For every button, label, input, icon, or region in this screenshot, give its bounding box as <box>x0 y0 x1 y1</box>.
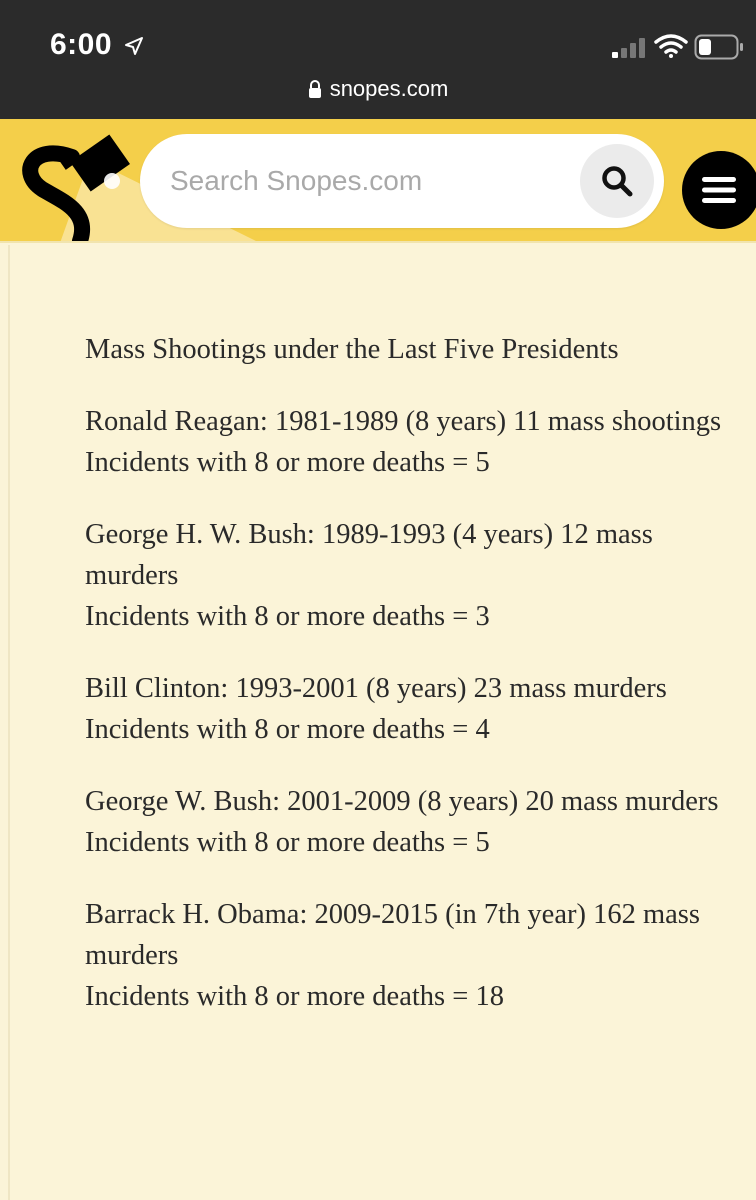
menu-button[interactable] <box>682 151 756 229</box>
list-item <box>85 894 725 1017</box>
list-item <box>85 668 725 750</box>
search-input[interactable] <box>170 160 570 202</box>
search-button[interactable] <box>580 144 654 218</box>
article-content <box>0 245 756 1200</box>
battery-icon <box>694 33 744 61</box>
wifi-icon <box>654 34 688 58</box>
lock-icon <box>308 80 322 98</box>
entry-incidents: Incidents with 8 or more deaths = 5 <box>85 827 490 858</box>
article-body <box>85 329 725 1048</box>
entry-incidents: Incidents with 8 or more deaths = 3 <box>85 601 490 632</box>
content-divider <box>8 245 10 1200</box>
entry-incidents: Incidents with 8 or more deaths = 5 <box>85 447 490 478</box>
status-bar <box>0 0 756 119</box>
site-header <box>0 119 756 243</box>
url-text: snopes.com <box>329 76 449 101</box>
snopes-logo-icon[interactable] <box>12 123 132 241</box>
search-box <box>140 134 664 228</box>
entry-incidents: Incidents with 8 or more deaths = 4 <box>85 714 490 745</box>
entry-summary: Barrack H. Obama: 2009-2015 (in 7th year) 162 mass murders <box>85 899 700 971</box>
list-item <box>85 401 725 483</box>
url-bar[interactable] <box>0 74 756 104</box>
entry-summary: George H. W. Bush: 1989-1993 (4 years) 12 mass murders <box>85 519 653 591</box>
hamburger-menu-icon <box>702 175 736 205</box>
list-item <box>85 781 725 863</box>
entry-summary: Ronald Reagan: 1981-1989 (8 years) 11 mass shootings <box>85 406 722 437</box>
location-arrow-icon <box>124 36 144 56</box>
article-title: Mass Shootings under the Last Five Presidents <box>85 334 619 365</box>
entry-incidents: Incidents with 8 or more deaths = 18 <box>85 981 504 1012</box>
list-item <box>85 514 725 637</box>
entry-summary: Bill Clinton: 1993-2001 (8 years) 23 mass murders <box>85 673 667 704</box>
search-icon <box>600 164 634 198</box>
entry-summary: George W. Bush: 2001-2009 (8 years) 20 mass murders <box>85 786 719 817</box>
status-time: 6:00 <box>50 28 113 61</box>
cellular-signal-icon <box>612 38 648 58</box>
